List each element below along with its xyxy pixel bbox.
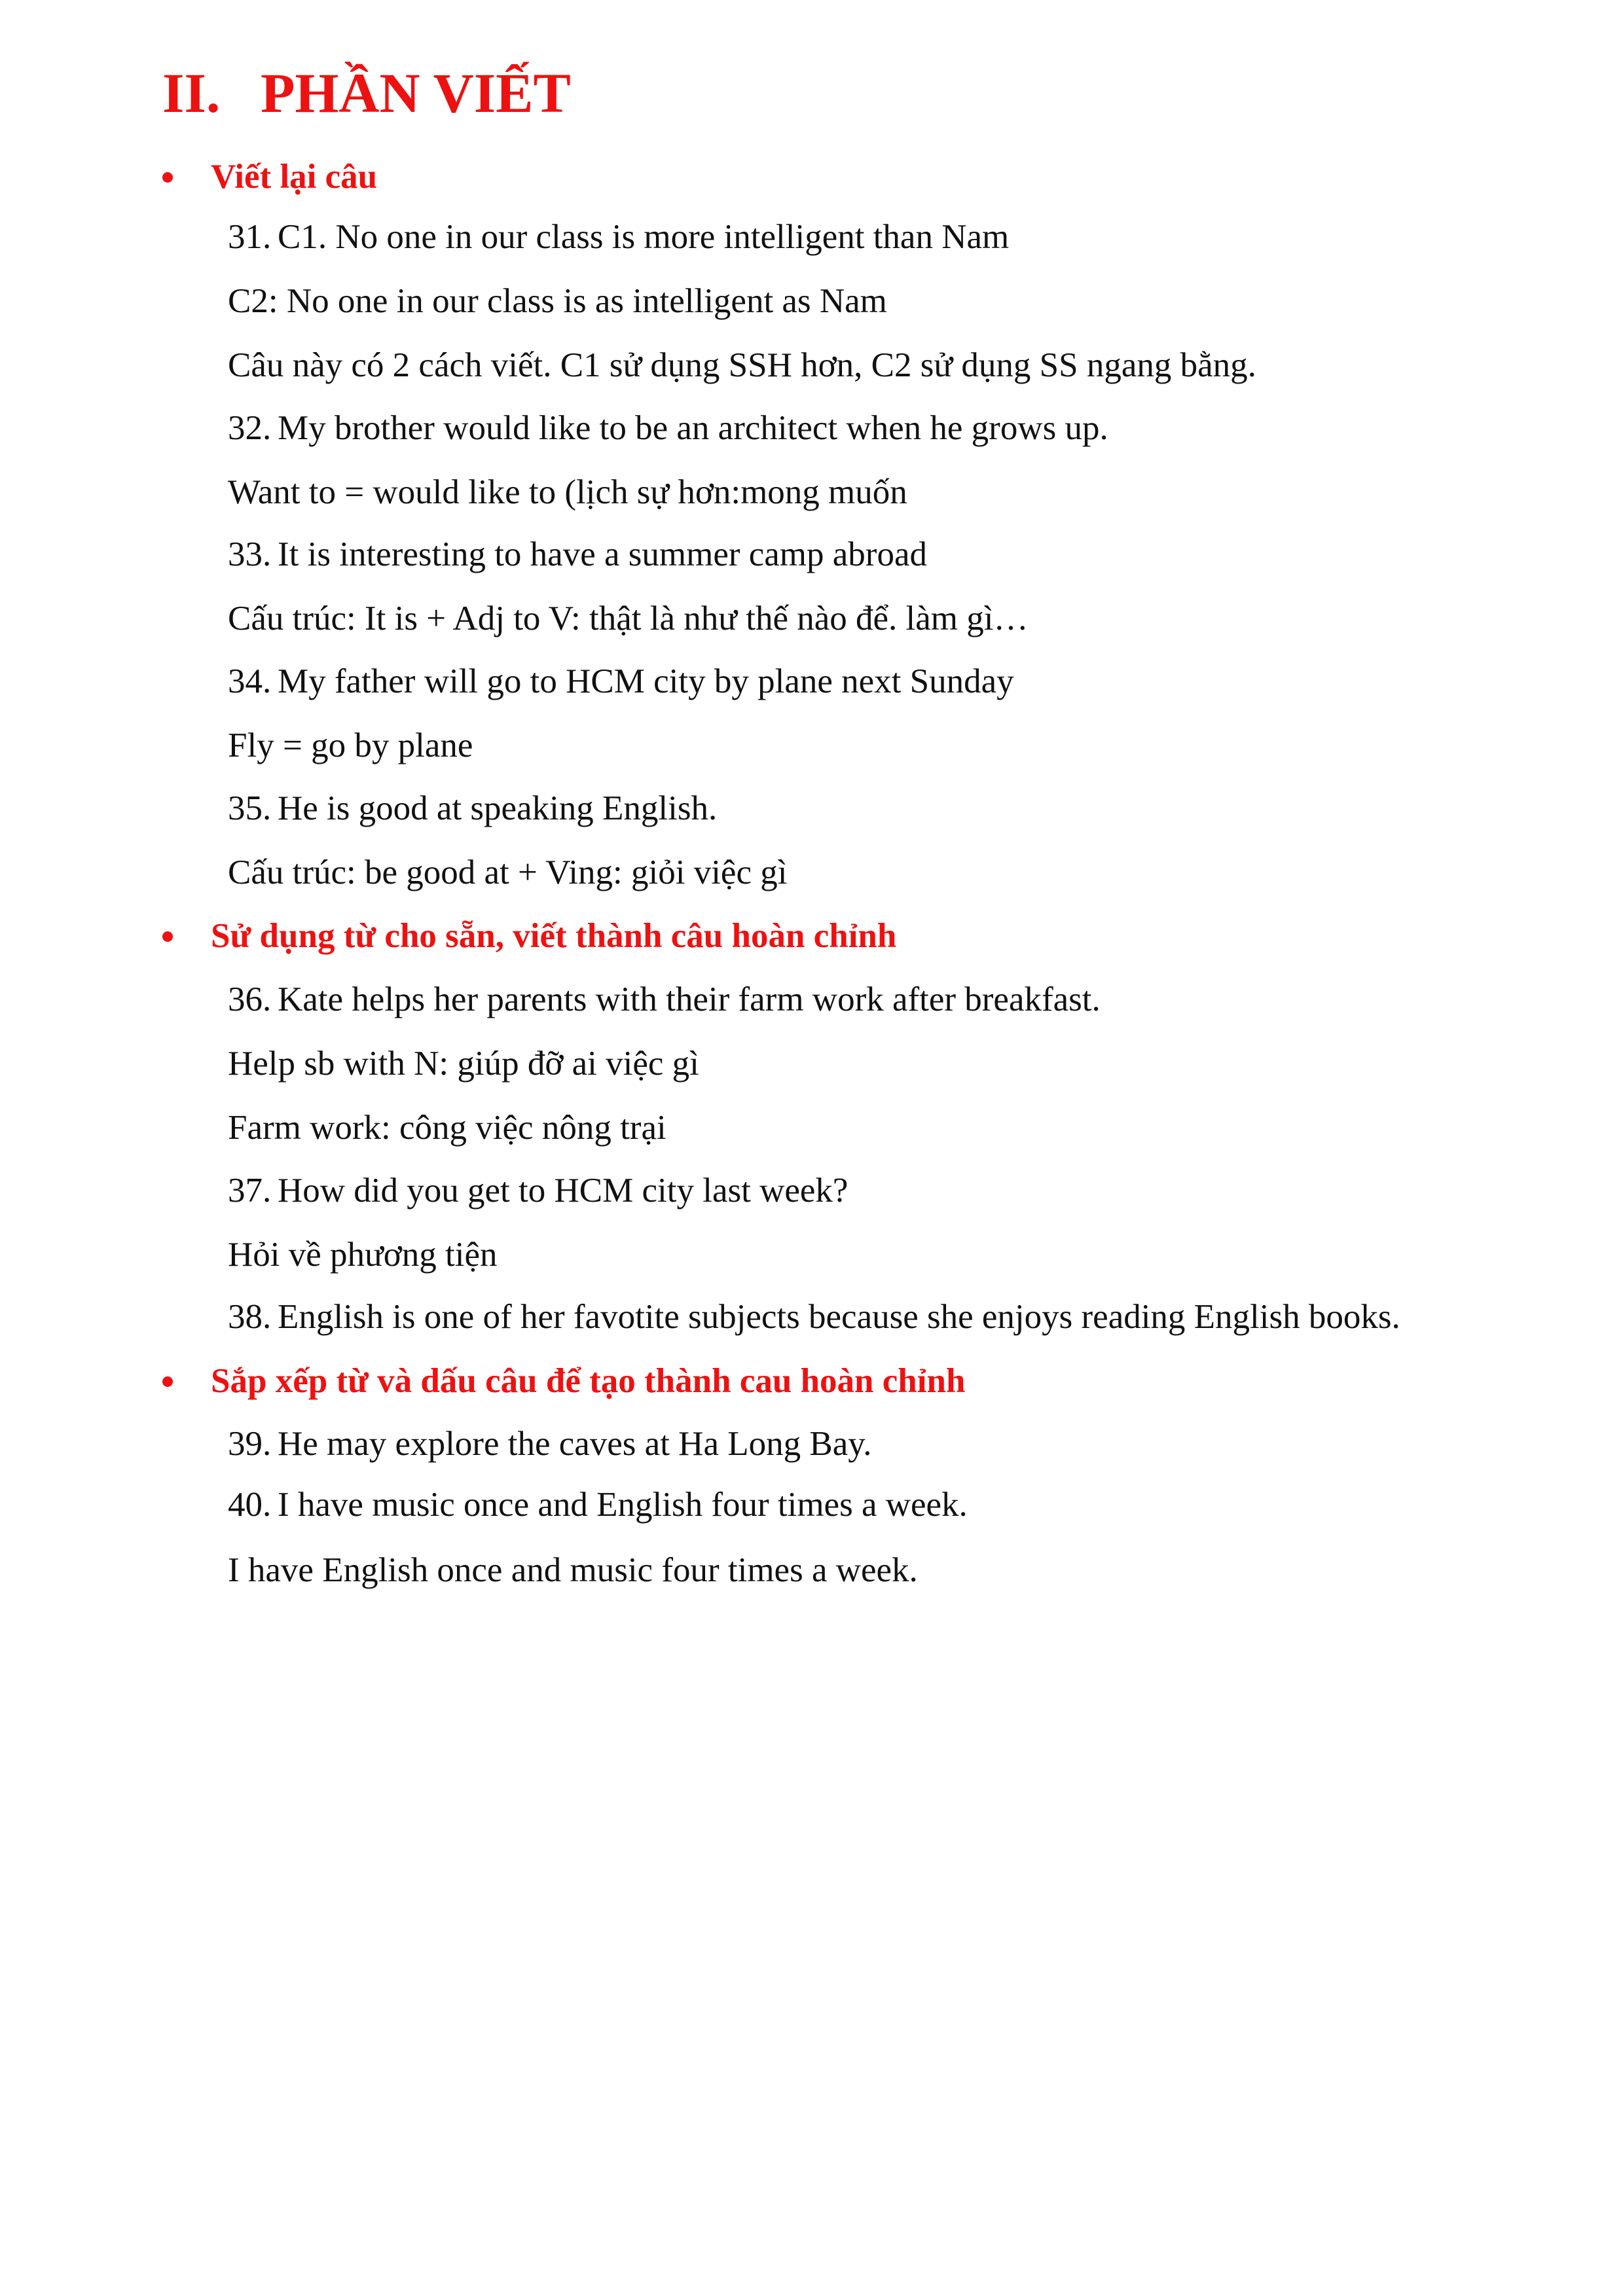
list-item: C2: No one in our class is as intelligent as Nam: [228, 282, 887, 320]
list-item: 33. It is interesting to have a summer camp abroad: [228, 535, 927, 573]
section-heading-rewrite: Viết lại câu: [162, 156, 377, 198]
list-item: 40. I have music once and English four times a week.: [228, 1486, 968, 1524]
list-item: Farm work: công việc nông trại: [228, 1109, 666, 1147]
list-item: 37. How did you get to HCM city last week?: [228, 1172, 848, 1210]
list-item: 39. He may explore the caves at Ha Long Bay.: [228, 1425, 872, 1463]
list-item: 38. English is one of her favotite subjects because she enjoys reading English books.: [228, 1298, 1400, 1336]
title-text: PHẦN VIẾT: [261, 62, 571, 124]
list-item: 31. C1. No one in our class is more intelligent than Nam: [228, 218, 1010, 256]
title-number: II.: [162, 62, 221, 124]
list-item: Want to = would like to (lịch sự hơn:mong muốn: [228, 473, 907, 511]
bullet-icon: [162, 172, 173, 183]
list-item: I have English once and music four times a week.: [228, 1551, 918, 1589]
list-item: Fly = go by plane: [228, 726, 473, 764]
list-item: Cấu trúc: It is + Adj to V: thật là như thế nào để. làm gì…: [228, 600, 1029, 637]
list-item: Hỏi về phương tiện: [228, 1236, 498, 1274]
section-heading-arrange: Sắp xếp từ và dấu câu để tạo thành cau hoàn chỉnh: [162, 1360, 965, 1402]
section-heading-given-words: Sử dụng từ cho sẵn, viết thành câu hoàn chỉnh: [162, 915, 896, 957]
bullet-icon: [162, 1376, 173, 1387]
list-item: 34. My father will go to HCM city by plane next Sunday: [228, 662, 1014, 700]
list-item: 36. Kate helps her parents with their farm work after breakfast.: [228, 980, 1101, 1018]
list-item: 32. My brother would like to be an architect when he grows up.: [228, 409, 1108, 447]
page-title: [162, 60, 571, 126]
list-item: Câu này có 2 cách viết. C1 sử dụng SSH hơn, C2 sử dụng SS ngang bằng.: [228, 346, 1256, 384]
list-item: 35. He is good at speaking English.: [228, 789, 718, 827]
list-item: Cấu trúc: be good at + Ving: giỏi việc gì: [228, 853, 788, 891]
list-item: Help sb with N: giúp đỡ ai việc gì: [228, 1045, 699, 1083]
bullet-icon: [162, 931, 173, 942]
